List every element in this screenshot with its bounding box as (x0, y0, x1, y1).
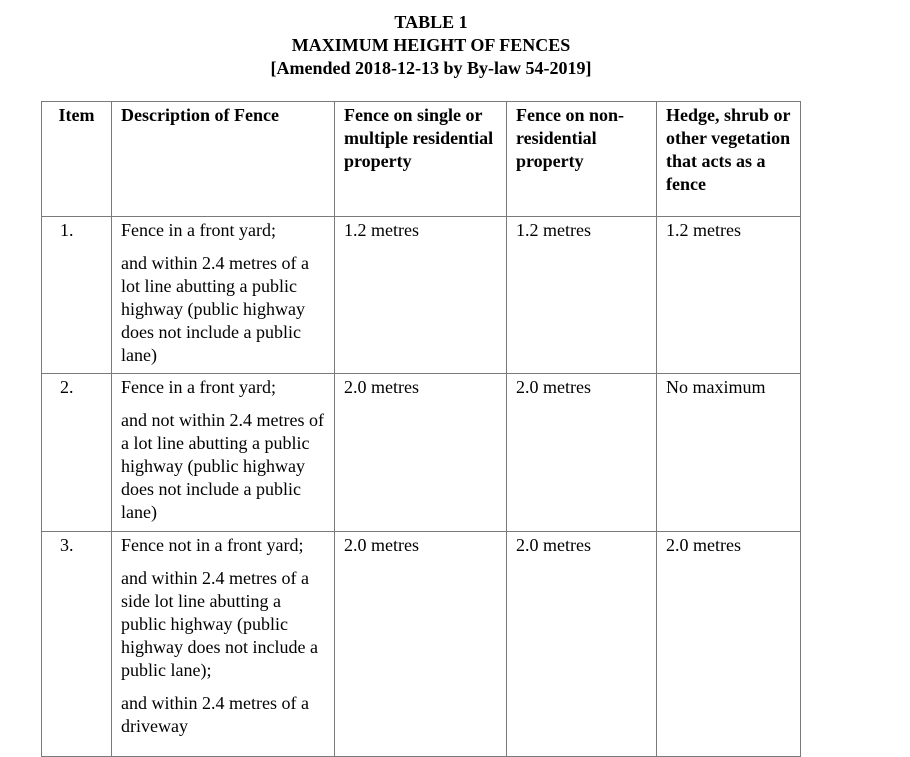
vegetation-height: No maximum (657, 374, 801, 532)
header-vegetation: Hedge, shrub or other vegetation that acts as a fence (657, 102, 801, 217)
non-residential-height: 2.0 metres (507, 532, 657, 757)
residential-height: 2.0 metres (335, 374, 507, 532)
non-residential-height: 1.2 metres (507, 217, 657, 374)
table-row (42, 532, 801, 757)
header-residential: Fence on single or multiple residential property (335, 102, 507, 217)
residential-height: 2.0 metres (335, 532, 507, 757)
table-title: MAXIMUM HEIGHT OF FENCES (291, 35, 571, 55)
description-paragraph: and not within 2.4 metres of a lot line abutting a public highway (public highway does not include a public lane) (121, 410, 324, 522)
fence-height-table (41, 101, 801, 757)
table-title-block (0, 11, 862, 80)
fence-description (112, 532, 335, 757)
fence-description (112, 217, 335, 374)
item-number: 1. (42, 217, 112, 374)
description-paragraph: and within 2.4 metres of a lot line abutting a public highway (public highway does not include a public lane) (121, 253, 309, 365)
table-row (42, 374, 801, 532)
amendment-note: [Amended 2018-12-13 by By-law 54-2019] (270, 58, 592, 78)
description-paragraph: and within 2.4 metres of a driveway (121, 693, 309, 736)
vegetation-height: 2.0 metres (657, 532, 801, 757)
description-paragraph: and within 2.4 metres of a side lot line abutting a public highway (public highway does not include a public lane); (121, 568, 318, 680)
residential-height: 1.2 metres (335, 217, 507, 374)
header-description: Description of Fence (112, 102, 335, 217)
table-row (42, 217, 801, 374)
description-paragraph: Fence in a front yard; (121, 377, 276, 397)
fence-description (112, 374, 335, 532)
header-non-residential: Fence on non-residential property (507, 102, 657, 217)
vegetation-height: 1.2 metres (657, 217, 801, 374)
description-paragraph: Fence not in a front yard; (121, 535, 304, 555)
item-number: 3. (42, 532, 112, 757)
description-paragraph: Fence in a front yard; (121, 220, 276, 240)
table-header-row (42, 102, 801, 217)
header-item: Item (42, 102, 112, 217)
non-residential-height: 2.0 metres (507, 374, 657, 532)
item-number: 2. (42, 374, 112, 532)
table-number: TABLE 1 (394, 12, 468, 32)
